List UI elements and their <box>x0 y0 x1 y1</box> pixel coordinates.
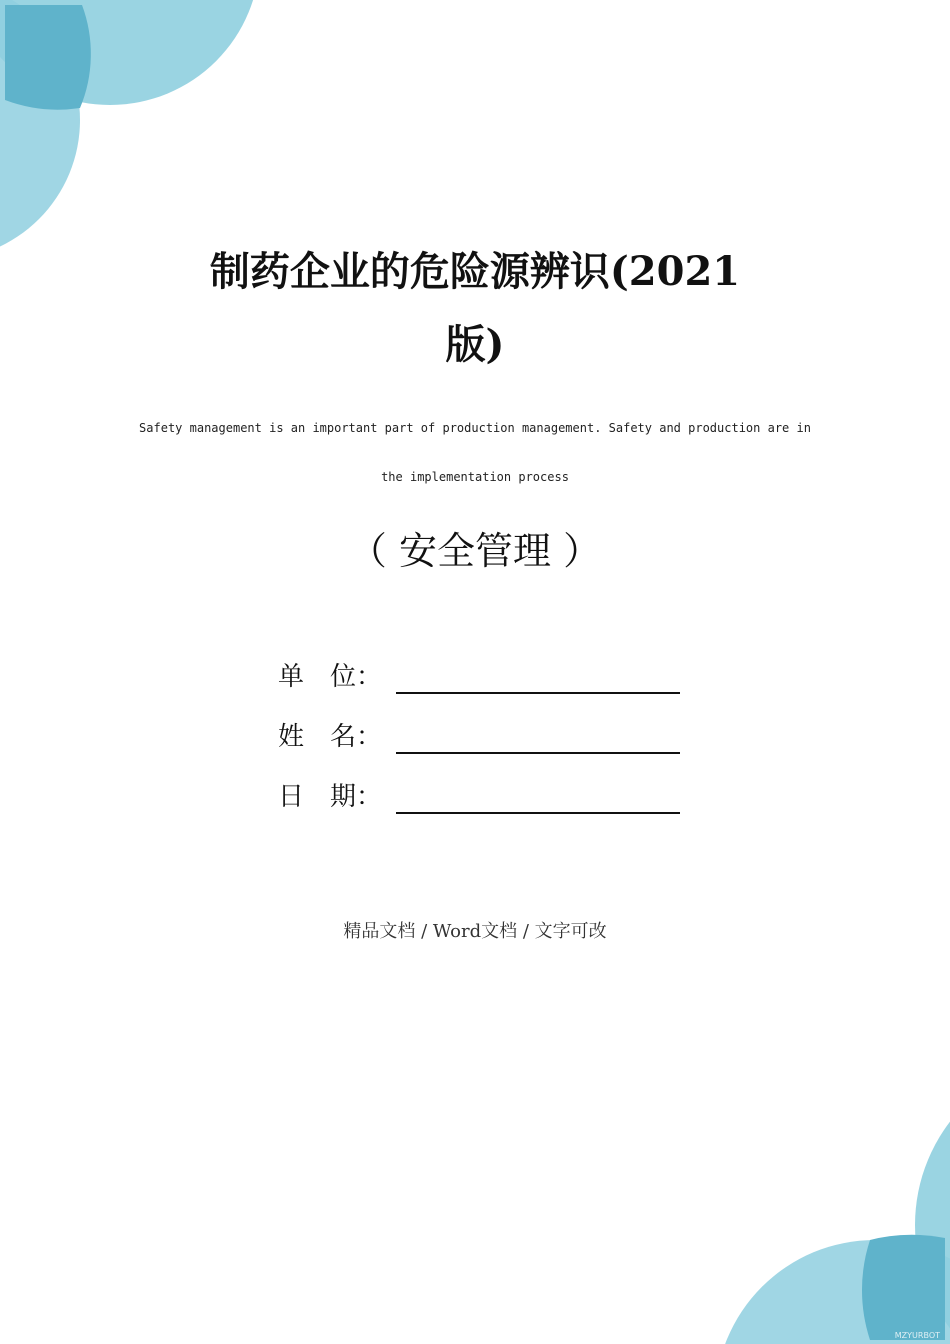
footer-note: 精品文档 / Word文档 / 文字可改 <box>343 921 607 942</box>
form-row-date <box>278 782 688 818</box>
category-heading: （ 安全管理 ） <box>348 529 602 573</box>
document-title-line-2: 版) <box>445 321 505 368</box>
form-field-unit[interactable] <box>396 692 680 694</box>
subtitle-line-2: the implementation process <box>381 470 569 484</box>
bottom-right-circle-decoration <box>715 1055 950 1344</box>
form-label-name: 姓 名： <box>278 722 383 752</box>
subtitle-line-1: Safety management is an important part of production management. Safety and production are in <box>139 421 811 435</box>
form-label-date: 日 期： <box>278 782 383 812</box>
document-title-line-1: 制药企业的危险源辨识(2021 <box>209 248 741 295</box>
form-label-unit: 单 位： <box>278 662 383 692</box>
watermark-text: MZYURBOT <box>894 1331 940 1340</box>
form-row-name <box>278 722 688 758</box>
form-field-date[interactable] <box>396 812 680 814</box>
form-field-name[interactable] <box>396 752 680 754</box>
top-left-circle-decoration <box>0 0 260 260</box>
form-row-unit <box>278 662 688 698</box>
